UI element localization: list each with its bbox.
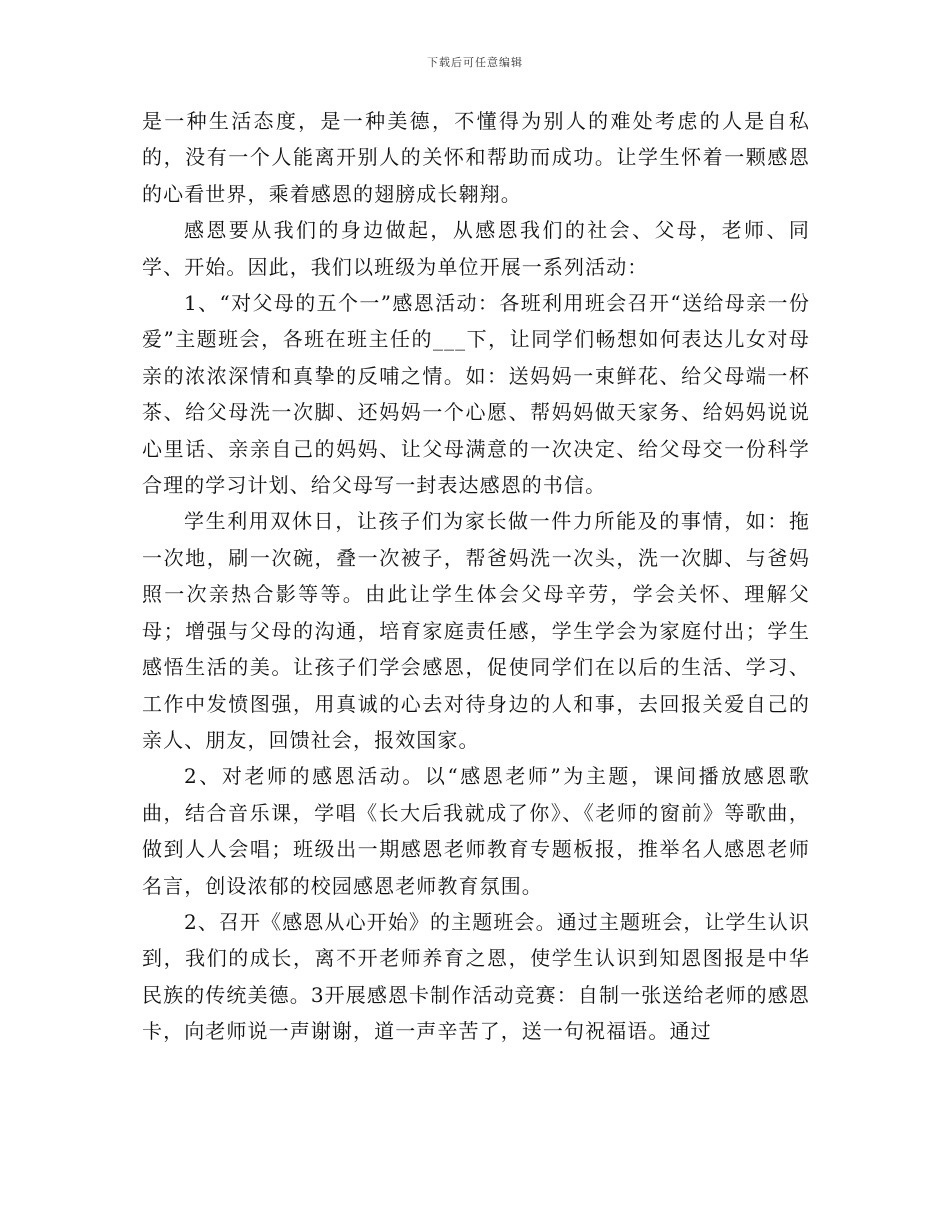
page-header: 下载后可任意编辑 [427, 56, 523, 69]
paragraph-3: 1、“对父母的五个一”感恩活动：各班利用班会召开“送给母亲一份爱”主题班会，各班在班主任的___下，让同学们畅想如何表达儿女对母亲的浓浓深情和真挚的反哺之情。如：送妈妈一束鲜花、给父母端一杯茶、给父母洗一次脚、还妈妈一个心愿、帮妈妈做天家务、给妈妈说说心里话、亲亲自己的妈妈、让父母满意的一次决定、给父母交一份科学合理的学习计划、给父母写一封表达感恩的书信。 [142, 291, 810, 498]
paragraph-5: 2、对老师的感恩活动。以“感恩老师”为主题，课间播放感恩歌曲，结合音乐课，学唱《长大后我就成了你》、《老师的窗前》等歌曲，做到人人会唱；班级出一期感恩老师教育专题板报，推举名人感恩老师名言，创设浓郁的校园感恩老师教育氛围。 [142, 764, 810, 898]
paragraph-1: 是一种生活态度，是一种美德，不懂得为别人的难处考虑的人是自私的，没有一个人能离开别人的关怀和帮助而成功。让学生怀着一颗感恩的心看世界，乘着感恩的翅膀成长翱翔。 [142, 109, 810, 206]
paragraph-2: 感恩要从我们的身边做起，从感恩我们的社会、父母，老师、同学、开始。因此，我们以班级为单位开展一系列活动： [142, 218, 810, 279]
paragraph-6: 2、召开《感恩从心开始》的主题班会。通过主题班会，让学生认识到，我们的成长，离不开老师养育之恩，使学生认识到知恩图报是中华民族的传统美德。3开展感恩卡制作活动竞赛：自制一张送给老师的感恩卡，向老师说一声谢谢，道一声辛苦了，送一句祝福语。通过 [142, 909, 810, 1044]
paragraph-4: 学生利用双休日，让孩子们为家长做一件力所能及的事情，如：拖一次地，刷一次碗，叠一次被子，帮爸妈洗一次头，洗一次脚、与爸妈照一次亲热合影等等。由此让学生体会父母辛劳，学会关怀、理解父母；增强与父母的沟通，培育家庭责任感，学生学会为家庭付出；学生感悟生活的美。让孩子们学会感恩，促使同学们在以后的生活、学习、工作中发愤图强，用真诚的心去对待身边的人和事，去回报关爱自己的亲人、朋友，回馈社会，报效国家。 [142, 509, 810, 752]
document-body [142, 103, 810, 1050]
